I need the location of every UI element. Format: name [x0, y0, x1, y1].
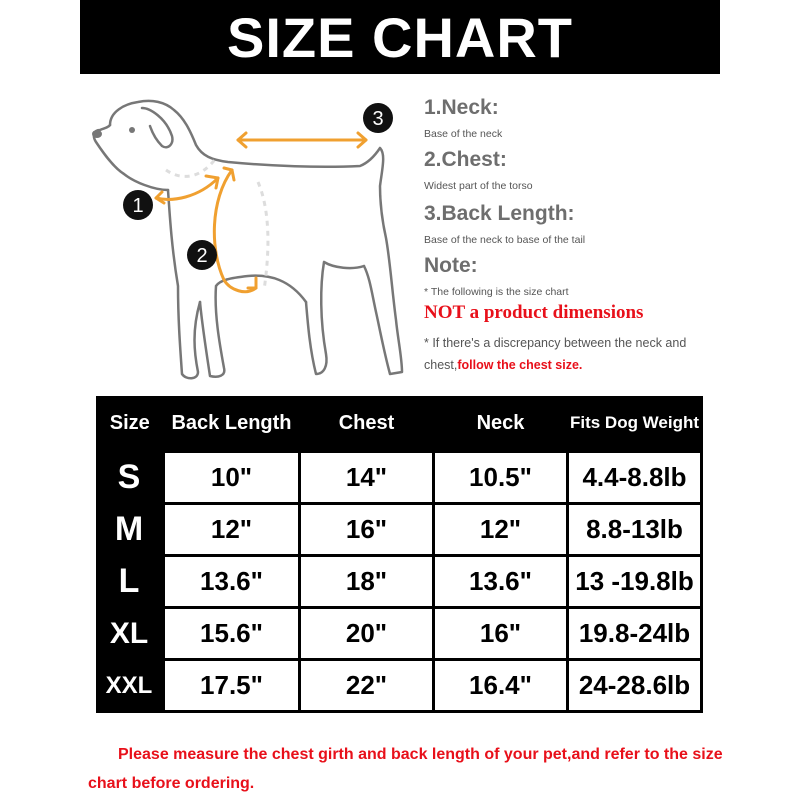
- back-length-value: 13.6": [164, 556, 300, 608]
- chest-description: Widest part of the torso: [424, 180, 533, 192]
- weight-value: 13 -19.8lb: [568, 556, 702, 608]
- back-length-value: 12": [164, 504, 300, 556]
- svg-text:2: 2: [196, 245, 208, 267]
- weight-value: 19.8-24lb: [568, 608, 702, 660]
- discrepancy-note: [424, 332, 714, 376]
- marker-2: [187, 240, 217, 270]
- dog-outline: [94, 101, 402, 378]
- marker-3: [363, 103, 393, 133]
- measurement-arrows: [156, 133, 366, 292]
- size-label: M: [96, 504, 164, 556]
- svg-text:1: 1: [132, 195, 144, 217]
- chest-value: 16": [300, 504, 434, 556]
- discrepancy-emphasis: follow the chest size.: [457, 358, 583, 372]
- table-row: [96, 556, 702, 608]
- neck-value: 10.5": [434, 452, 568, 504]
- table-row: [96, 660, 702, 712]
- size-table: [96, 396, 703, 713]
- chest-value: 20": [300, 608, 434, 660]
- neck-description: Base of the neck: [424, 128, 503, 140]
- dog-eye: [129, 127, 135, 133]
- chest-value: 14": [300, 452, 434, 504]
- size-chart-title: SIZE CHART: [80, 0, 720, 74]
- svg-text:3: 3: [372, 108, 384, 130]
- marker-1: [123, 190, 153, 220]
- header-neck: Neck: [434, 396, 568, 452]
- size-label: S: [96, 452, 164, 504]
- table-row: [96, 608, 702, 660]
- header-chest: Chest: [300, 396, 434, 452]
- size-label: XL: [96, 608, 164, 660]
- neck-value: 12": [434, 504, 568, 556]
- back-length-heading: 3.Back Length:: [424, 202, 575, 225]
- header-back-length: Back Length: [164, 396, 300, 452]
- table-row: [96, 504, 702, 556]
- chest-value: 18": [300, 556, 434, 608]
- table-row: [96, 452, 702, 504]
- weight-value: 4.4-8.8lb: [568, 452, 702, 504]
- header-weight: Fits Dog Weight: [568, 396, 702, 452]
- chest-heading: 2.Chest:: [424, 148, 507, 171]
- note-description: * The following is the size chart: [424, 286, 569, 298]
- discrepancy-text: * If there's a discrepancy between the neck and chest,: [424, 336, 687, 372]
- note-heading: Note:: [424, 254, 478, 277]
- not-product-dimensions-warning: NOT a product dimensions: [424, 302, 644, 323]
- neck-heading: 1.Neck:: [424, 96, 499, 119]
- chest-value: 22": [300, 660, 434, 712]
- neck-value: 16.4": [434, 660, 568, 712]
- back-length-value: 17.5": [164, 660, 300, 712]
- table-header-row: [96, 396, 702, 452]
- measurement-instruction: Please measure the chest girth and back length of your pet,and refer to the size chart before ordering.: [88, 746, 723, 792]
- back-length-description: Base of the neck to base of the tail: [424, 234, 586, 246]
- weight-value: 8.8-13lb: [568, 504, 702, 556]
- neck-value: 13.6": [434, 556, 568, 608]
- weight-value: 24-28.6lb: [568, 660, 702, 712]
- neck-value: 16": [434, 608, 568, 660]
- back-length-value: 15.6": [164, 608, 300, 660]
- dog-nose: [92, 130, 102, 138]
- chest-arrow: [214, 170, 256, 292]
- header-size: Size: [96, 396, 164, 452]
- size-label: L: [96, 556, 164, 608]
- dog-measurement-diagram: [80, 90, 420, 390]
- size-label: XXL: [96, 660, 164, 712]
- back-length-value: 10": [164, 452, 300, 504]
